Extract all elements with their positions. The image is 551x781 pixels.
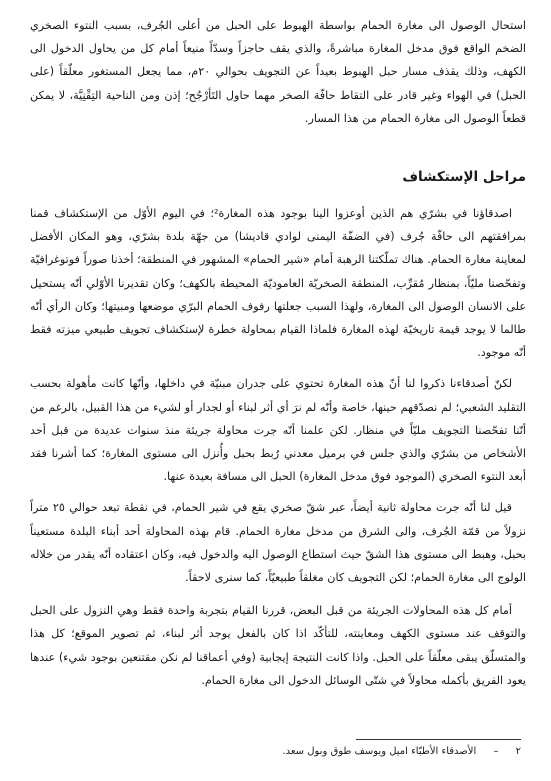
footnote [25, 744, 521, 760]
paragraph-friends-bsharri: اصدقاؤنا في بشرّي هم الذين أوعزوا الينا بوجود هذه المغارة²؛ في اليوم الأوّل من الإستكشاف قمنا بمرافقتهم الى حافّة جُرف (في الضفّة اليمنى لوادي قاديشا) من جهّة بلدة بشرّي، وهو المكان الأفضل لمعاينة مغارة الحمام. هناك تملّكتنا الرهبة أمام «شير الحمام» المشهور في المنطقة؛ أخذنا صوراً فوتوغرافيّة وتفحّصنا مليّاً، بمنظار مُقرِّب، المنطقة الصخريّة العاموديّة المحيطة بالكهف؛ وكان تقديرنا الأوّلي أنّه يستحيل على الانسان الوصول الى المغارة، ولهذا السبب جعلتها رفوف الحمام البرّي موضعها ومبيتها؛ وكان الرأي أنّه طالما لا يوجد قيمة تاريخيّة لهذه المغارة فلماذا القيام بمحاولة خطرة لإستكشاف تجويف طبيعي ميزته فقط أنّه موجود. [30, 207, 526, 360]
paragraph-barrel-attempt: لكنّ أصدقاءنا ذكروا لنا أنّ هذه المغارة تحتوي على جدران مبنيّة في داخلها، وأنّها كانت مأهولة بحسب التقليد الشعبي؛ لم نصدّقهم حينها، خاصة وأنّه لم نرَ أي أثر لبناء أو لجدار أو لشيء من هذا القبيل، بالرغم من أنّنا تفحّصنا التجويف مليّاً في منظار. لكن علمنا أنّه جرت محاولة جريئة منذ سنوات عديدة من قبل أحد الأشخاص من بشرّي والذي جلس في برميل معدني رُبط بحبل وأُنزل الى مستوى المغارة؛ كما أشرنا فقد أبعد النتوء الصخري (الموجود فوق مدخل المغارة) الحبل الى مسافة بعيدة عنها. [30, 377, 526, 484]
footnote-number: ٢ [515, 746, 521, 757]
paragraph-spacer [30, 589, 526, 599]
footnote-divider [356, 739, 521, 740]
paragraph-plan: أمام كل هذه المحاولات الجريئة من قبل البعض، قررنا القيام بتجربة واحدة فقط وهي النزول على الحبل والتوقف عند مستوى الكهف ومعاينته، للتأكّد اذا كان بالفعل يوجد أثر لبناء، ثم تصوير الموقع؛ كل هذا والمتسلّق يبقى معلّقاً على الحبل. واذا كانت النتيجة إيجابية (وفي أعماقنا لم نكن مقتنعين بوجود شيء) عندها يعود الفريق بأكمله محاولاً في شتّى الوسائل الدخول الى مغارة الحمام. [30, 604, 526, 687]
intro-paragraph: استحال الوصول الى مغارة الحمام بواسطة الهبوط على الحبل من أعلى الجُرف، بسبب النتوء الصخري الضخم الواقع فوق مدخل المغارة مباشرةً، والذي يقف حاجزاً وسدّاً منيعاً أمام كل من يحاول الدخول الى الكهف، وذلك يقذف مسار حبل الهبوط بعيداً عن التجويف بحوالي ٢٠م، مما يجعل المستغور معلّقاً (على الحبل) في الهواء وغير قادر على التقاط حافّة الصخر مهما حاول التَأرْجُح؛ إذن ومن الناحية التِقْنِيَّة، لا يمكن قطعاً الوصول الى مغارة الحمام من هذا المسار. [30, 19, 526, 125]
footnote-text: الأصدقاء الأطبّاء اميل ويوسف طوق وبول سعد. [282, 746, 477, 757]
page-body [30, 14, 526, 692]
paragraph-spacer [30, 364, 526, 372]
footnote-separator: – [493, 746, 499, 757]
paragraph-second-attempt: قيل لنا أنّه جرت محاولة ثانية أيضاً، عبر شقّ صخري يقع في شير الحمام، في نقطة تبعد حوالي ٢٥ متراً نزولاً من قمّة الجُرف، والى الشرق من مدخل مغارة الحمام. قام بهذه المحاولة أحد أبناء البلدة مستعيناً بحبل، وهبط الى مستوى هذا الشقّ حيث استطاع الوصول اليه والدخول فيه، وكان اعتقاده أنّه يقدر من خلاله الولوج الى مغارة الحمام؛ لكن التجويف كان مغلقاً طبيعيّاً، كما سنرى لاحقاً. [30, 501, 526, 585]
paragraph-spacer [30, 488, 526, 496]
section-heading-exploration: مراحل الإستكشاف [402, 169, 526, 186]
